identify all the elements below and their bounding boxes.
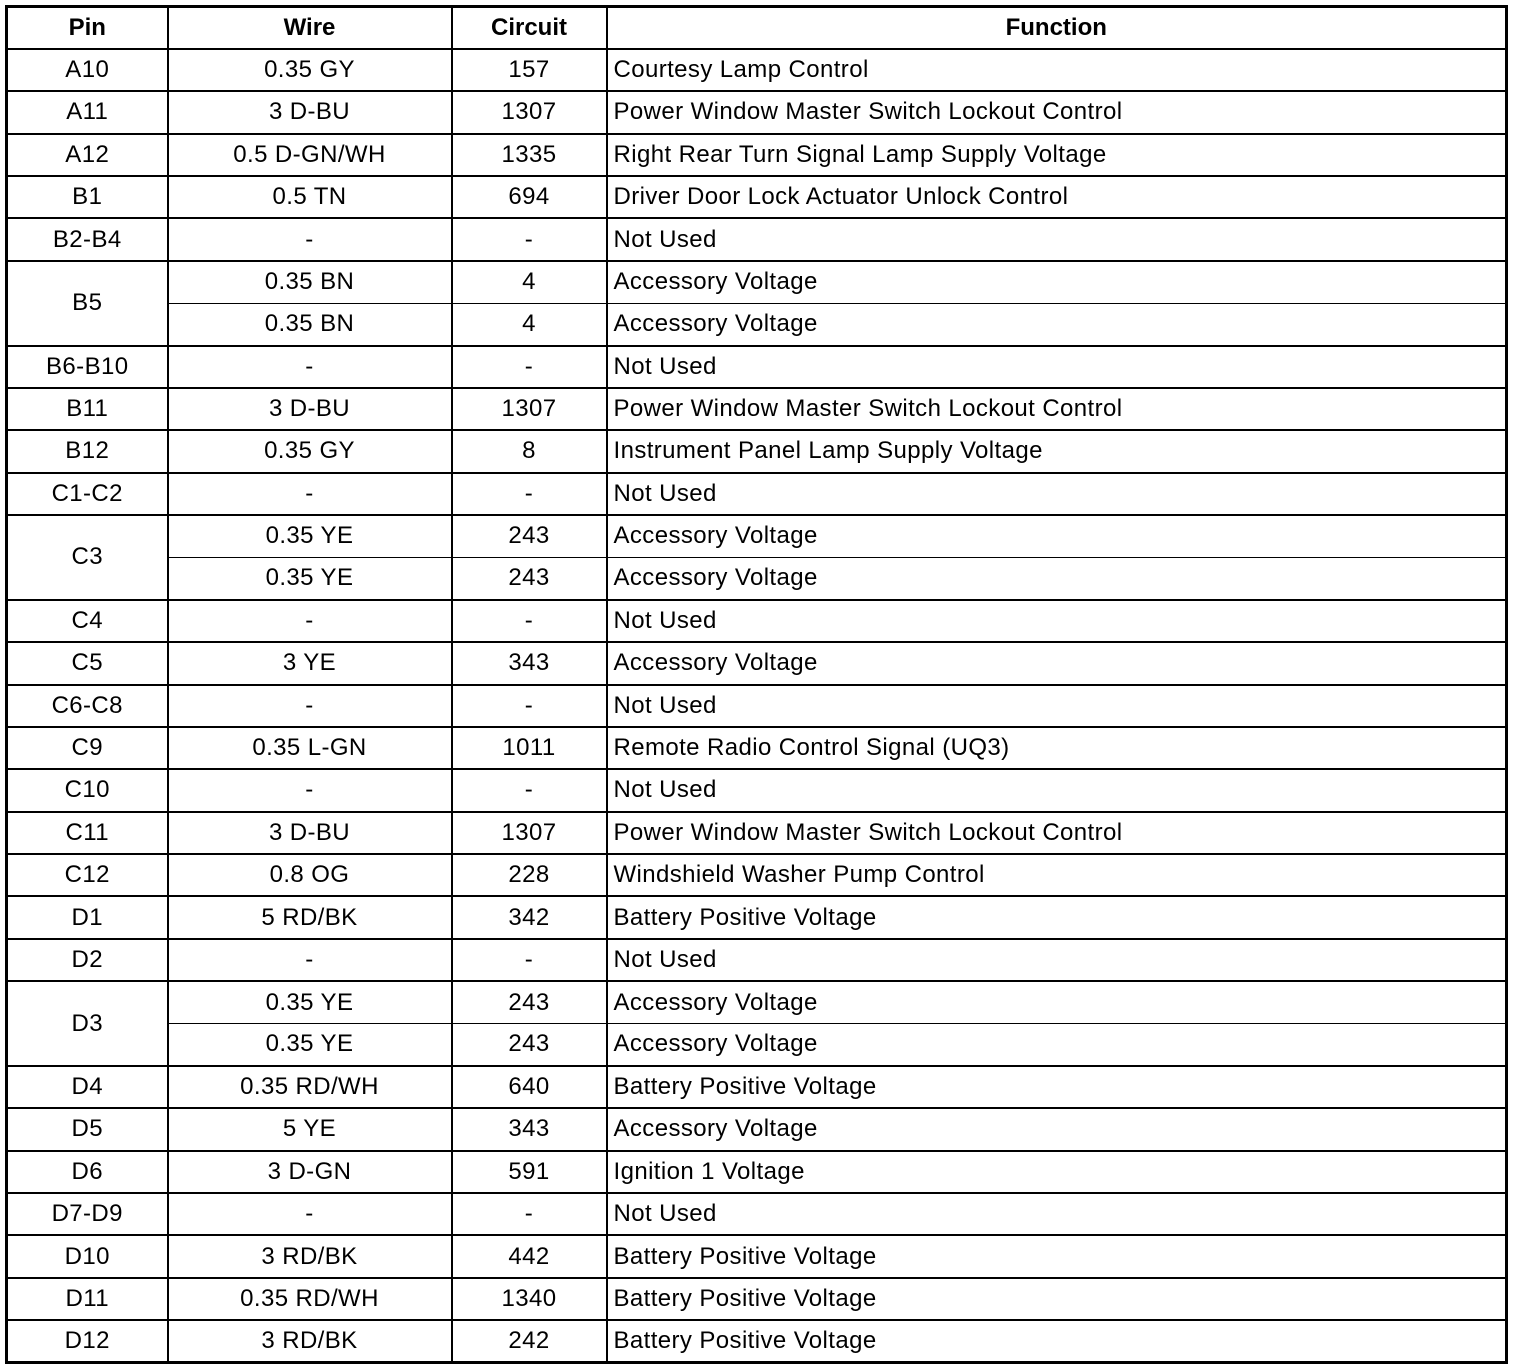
- function-cell: Not Used: [607, 769, 1507, 811]
- circuit-cell: 343: [452, 1108, 607, 1150]
- function-cell: Power Window Master Switch Lockout Control: [607, 91, 1507, 133]
- function-cell: Instrument Panel Lamp Supply Voltage: [607, 430, 1507, 472]
- wire-cell: 3 D-BU: [168, 91, 452, 133]
- table-row: [7, 812, 1507, 854]
- wire-cell: 0.35 BN: [168, 261, 452, 303]
- table-row: [7, 769, 1507, 811]
- pin-cell: D12: [7, 1320, 168, 1362]
- circuit-cell: 343: [452, 642, 607, 684]
- circuit-cell: 8: [452, 430, 607, 472]
- table-row: [7, 218, 1507, 260]
- table-row: [7, 896, 1507, 938]
- wire-cell: 5 YE: [168, 1108, 452, 1150]
- circuit-cell: 591: [452, 1151, 607, 1193]
- wire-cell: -: [168, 1193, 452, 1235]
- table-row: [7, 557, 1507, 599]
- table-row: [7, 303, 1507, 345]
- circuit-cell: 4: [452, 261, 607, 303]
- pin-cell: D10: [7, 1235, 168, 1277]
- wire-cell: 0.35 GY: [168, 430, 452, 472]
- table-row: [7, 642, 1507, 684]
- function-cell: Right Rear Turn Signal Lamp Supply Voltage: [607, 134, 1507, 176]
- function-cell: Remote Radio Control Signal (UQ3): [607, 727, 1507, 769]
- function-cell: Windshield Washer Pump Control: [607, 854, 1507, 896]
- header-wire: Wire: [168, 7, 452, 49]
- table-body: [7, 49, 1507, 1363]
- wire-cell: 0.35 L-GN: [168, 727, 452, 769]
- function-cell: Battery Positive Voltage: [607, 1235, 1507, 1277]
- table-row: [7, 600, 1507, 642]
- pin-cell: C6-C8: [7, 685, 168, 727]
- table-row: [7, 854, 1507, 896]
- pin-cell: D3: [7, 981, 168, 1066]
- circuit-cell: -: [452, 769, 607, 811]
- function-cell: Accessory Voltage: [607, 1108, 1507, 1150]
- function-cell: Power Window Master Switch Lockout Control: [607, 812, 1507, 854]
- table-row: [7, 473, 1507, 515]
- pin-cell: B2-B4: [7, 218, 168, 260]
- table-row: [7, 134, 1507, 176]
- header-circuit: Circuit: [452, 7, 607, 49]
- table-row: [7, 1193, 1507, 1235]
- wire-cell: 3 RD/BK: [168, 1320, 452, 1362]
- table-row: [7, 176, 1507, 218]
- function-cell: Accessory Voltage: [607, 557, 1507, 599]
- header-row: [7, 7, 1507, 49]
- circuit-cell: 228: [452, 854, 607, 896]
- wire-cell: -: [168, 346, 452, 388]
- circuit-cell: 157: [452, 49, 607, 91]
- table-row: [7, 1320, 1507, 1362]
- function-cell: Ignition 1 Voltage: [607, 1151, 1507, 1193]
- pin-cell: C10: [7, 769, 168, 811]
- pin-cell: B11: [7, 388, 168, 430]
- pin-cell: D4: [7, 1066, 168, 1108]
- circuit-cell: 243: [452, 1024, 607, 1066]
- wire-cell: -: [168, 218, 452, 260]
- wire-cell: 0.35 BN: [168, 303, 452, 345]
- wire-cell: -: [168, 685, 452, 727]
- circuit-cell: 1307: [452, 388, 607, 430]
- table-header: [7, 7, 1507, 49]
- function-cell: Accessory Voltage: [607, 515, 1507, 557]
- wire-cell: 0.8 OG: [168, 854, 452, 896]
- circuit-cell: -: [452, 1193, 607, 1235]
- function-cell: Courtesy Lamp Control: [607, 49, 1507, 91]
- function-cell: Battery Positive Voltage: [607, 1278, 1507, 1320]
- pin-cell: D11: [7, 1278, 168, 1320]
- circuit-cell: 1307: [452, 812, 607, 854]
- pin-cell: B5: [7, 261, 168, 346]
- wire-cell: -: [168, 769, 452, 811]
- circuit-cell: 243: [452, 981, 607, 1023]
- pin-cell: A11: [7, 91, 168, 133]
- circuit-cell: 1307: [452, 91, 607, 133]
- table-row: [7, 49, 1507, 91]
- pin-cell: C1-C2: [7, 473, 168, 515]
- table-row: [7, 1278, 1507, 1320]
- pin-cell: A10: [7, 49, 168, 91]
- function-cell: Not Used: [607, 600, 1507, 642]
- table-row: [7, 388, 1507, 430]
- function-cell: Not Used: [607, 218, 1507, 260]
- wire-cell: 0.35 GY: [168, 49, 452, 91]
- circuit-cell: -: [452, 600, 607, 642]
- table-row: [7, 1108, 1507, 1150]
- wire-cell: 3 RD/BK: [168, 1235, 452, 1277]
- pin-cell: C11: [7, 812, 168, 854]
- pin-cell: C4: [7, 600, 168, 642]
- pin-cell: B6-B10: [7, 346, 168, 388]
- function-cell: Accessory Voltage: [607, 981, 1507, 1023]
- pin-cell: D5: [7, 1108, 168, 1150]
- function-cell: Not Used: [607, 1193, 1507, 1235]
- wire-cell: 0.35 YE: [168, 981, 452, 1023]
- function-cell: Not Used: [607, 346, 1507, 388]
- function-cell: Power Window Master Switch Lockout Control: [607, 388, 1507, 430]
- pin-cell: B12: [7, 430, 168, 472]
- wire-cell: 3 YE: [168, 642, 452, 684]
- circuit-cell: 442: [452, 1235, 607, 1277]
- circuit-cell: 1340: [452, 1278, 607, 1320]
- circuit-cell: -: [452, 218, 607, 260]
- wire-cell: -: [168, 473, 452, 515]
- table-row: [7, 430, 1507, 472]
- table-row: [7, 346, 1507, 388]
- pin-cell: C5: [7, 642, 168, 684]
- table-row: [7, 685, 1507, 727]
- circuit-cell: 1335: [452, 134, 607, 176]
- circuit-cell: -: [452, 346, 607, 388]
- circuit-cell: 243: [452, 515, 607, 557]
- table-row: [7, 1024, 1507, 1066]
- pin-cell: C9: [7, 727, 168, 769]
- pin-cell: C3: [7, 515, 168, 600]
- wire-cell: 0.5 D-GN/WH: [168, 134, 452, 176]
- function-cell: Driver Door Lock Actuator Unlock Control: [607, 176, 1507, 218]
- wire-cell: 0.35 RD/WH: [168, 1066, 452, 1108]
- pin-cell: A12: [7, 134, 168, 176]
- pin-cell: C12: [7, 854, 168, 896]
- wire-cell: 0.35 YE: [168, 1024, 452, 1066]
- wire-cell: 3 D-BU: [168, 388, 452, 430]
- pin-cell: D6: [7, 1151, 168, 1193]
- circuit-cell: 4: [452, 303, 607, 345]
- function-cell: Not Used: [607, 939, 1507, 981]
- table-row: [7, 91, 1507, 133]
- header-pin: Pin: [7, 7, 168, 49]
- circuit-cell: 1011: [452, 727, 607, 769]
- wire-cell: -: [168, 939, 452, 981]
- table-row: [7, 515, 1507, 557]
- wire-cell: 3 D-GN: [168, 1151, 452, 1193]
- function-cell: Accessory Voltage: [607, 303, 1507, 345]
- circuit-cell: 342: [452, 896, 607, 938]
- connector-pin-table: [5, 5, 1508, 1364]
- function-cell: Battery Positive Voltage: [607, 896, 1507, 938]
- table-row: [7, 939, 1507, 981]
- table-row: [7, 1151, 1507, 1193]
- header-function: Function: [607, 7, 1507, 49]
- wire-cell: 0.5 TN: [168, 176, 452, 218]
- table-row: [7, 981, 1507, 1023]
- circuit-cell: -: [452, 685, 607, 727]
- circuit-cell: -: [452, 939, 607, 981]
- function-cell: Battery Positive Voltage: [607, 1320, 1507, 1362]
- pin-cell: D1: [7, 896, 168, 938]
- table-row: [7, 261, 1507, 303]
- circuit-cell: 640: [452, 1066, 607, 1108]
- wire-cell: -: [168, 600, 452, 642]
- pin-cell: D7-D9: [7, 1193, 168, 1235]
- function-cell: Not Used: [607, 473, 1507, 515]
- function-cell: Battery Positive Voltage: [607, 1066, 1507, 1108]
- table-row: [7, 1066, 1507, 1108]
- table-row: [7, 1235, 1507, 1277]
- function-cell: Accessory Voltage: [607, 261, 1507, 303]
- circuit-cell: 242: [452, 1320, 607, 1362]
- wire-cell: 5 RD/BK: [168, 896, 452, 938]
- table-row: [7, 727, 1507, 769]
- wire-cell: 0.35 YE: [168, 557, 452, 599]
- circuit-cell: 694: [452, 176, 607, 218]
- function-cell: Accessory Voltage: [607, 1024, 1507, 1066]
- pin-cell: D2: [7, 939, 168, 981]
- circuit-cell: 243: [452, 557, 607, 599]
- wire-cell: 3 D-BU: [168, 812, 452, 854]
- pin-cell: B1: [7, 176, 168, 218]
- function-cell: Not Used: [607, 685, 1507, 727]
- circuit-cell: -: [452, 473, 607, 515]
- function-cell: Accessory Voltage: [607, 642, 1507, 684]
- wire-cell: 0.35 YE: [168, 515, 452, 557]
- wire-cell: 0.35 RD/WH: [168, 1278, 452, 1320]
